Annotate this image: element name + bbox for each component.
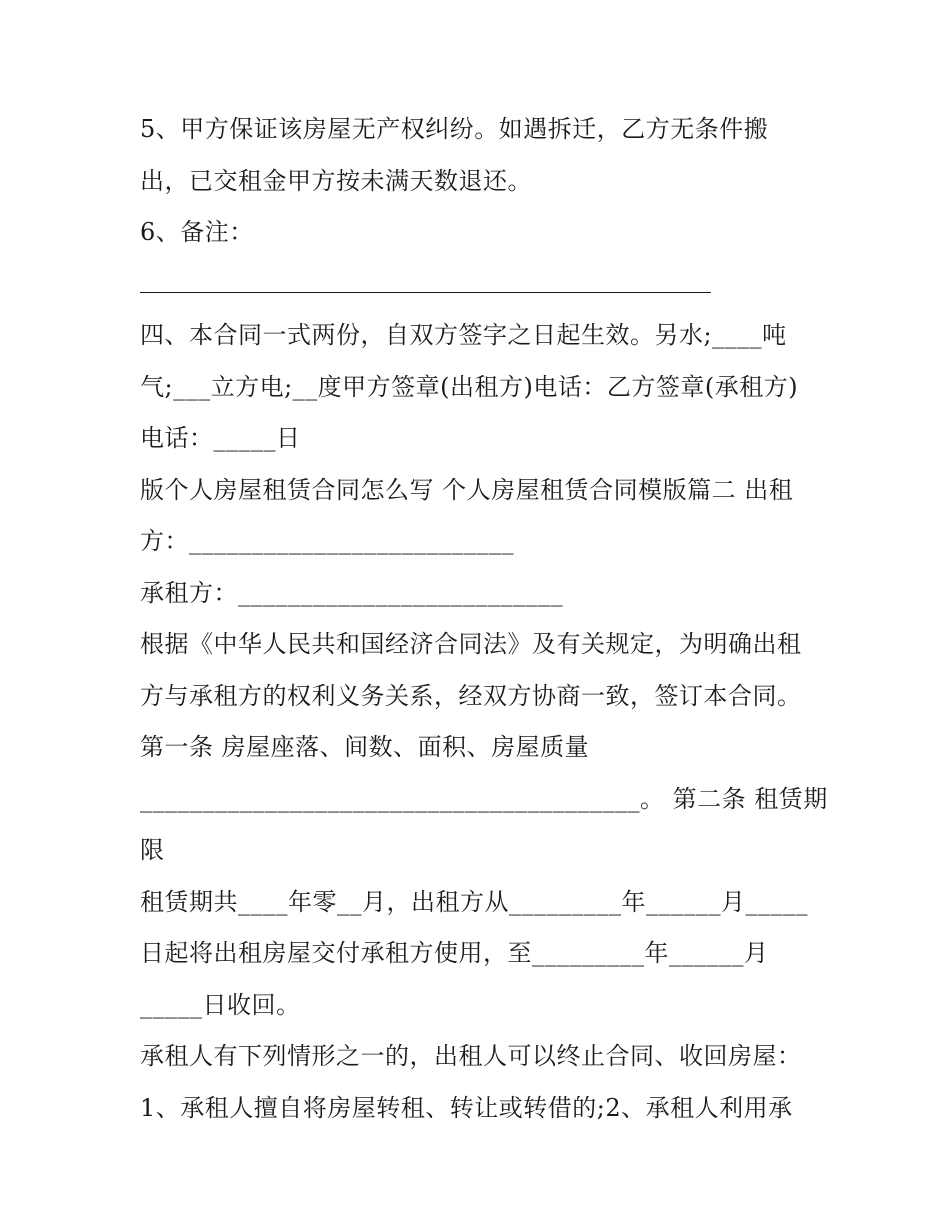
text-line: _____日收回。 [140, 990, 301, 1019]
text-line: 第一条 房屋座落、间数、面积、房屋质量 [140, 733, 590, 761]
text-line: 四、本合同一式两份，自双方签字之日起生效。另水;____吨 [140, 321, 787, 349]
text-line: 日起将出租房屋交付承租方使用，至_________年______月 [140, 939, 769, 967]
text-line: 版个人房屋租赁合同怎么写 个人房屋租赁合同模版篇二 出租 [140, 475, 794, 504]
text-line: 6、备注： [140, 218, 254, 246]
text-line: 电话：_____日 [140, 424, 301, 452]
text-line: 5、甲方保证该房屋无产权纠纷。如遇拆迁，乙方无条件搬 [140, 115, 769, 143]
text-line: 租赁期共____年零__月，出租方从_________年______月_____ [140, 887, 808, 916]
text-line: 1、承租人擅自将房屋转租、转让或转借的;2、承租人利用承 [140, 1093, 793, 1122]
text-line: 出，已交租金甲方按未满天数退还。 [140, 166, 532, 195]
text-line: 承租方：__________________________ [140, 578, 563, 607]
text-line: 气;___立方电;__度甲方签章(出租方)电话：乙方签章(承租方) [140, 372, 799, 401]
document-page [140, 104, 830, 1134]
text-line: 限 [140, 836, 165, 864]
remarks-blank-line [140, 259, 830, 311]
underline-rule [140, 292, 711, 293]
text-line: 方与承租方的权利义务关系，经双方协商一致，签订本合同。 [140, 681, 802, 710]
text-line: 方：__________________________ [140, 527, 514, 555]
text-line: ________________________________________。 第二条 租赁期 [140, 784, 828, 813]
text-line: 承租人有下列情形之一的，出租人可以终止合同、收回房屋： [140, 1042, 802, 1070]
text-line: 根据《中华人民共和国经济合同法》及有关规定，为明确出租 [140, 630, 802, 658]
